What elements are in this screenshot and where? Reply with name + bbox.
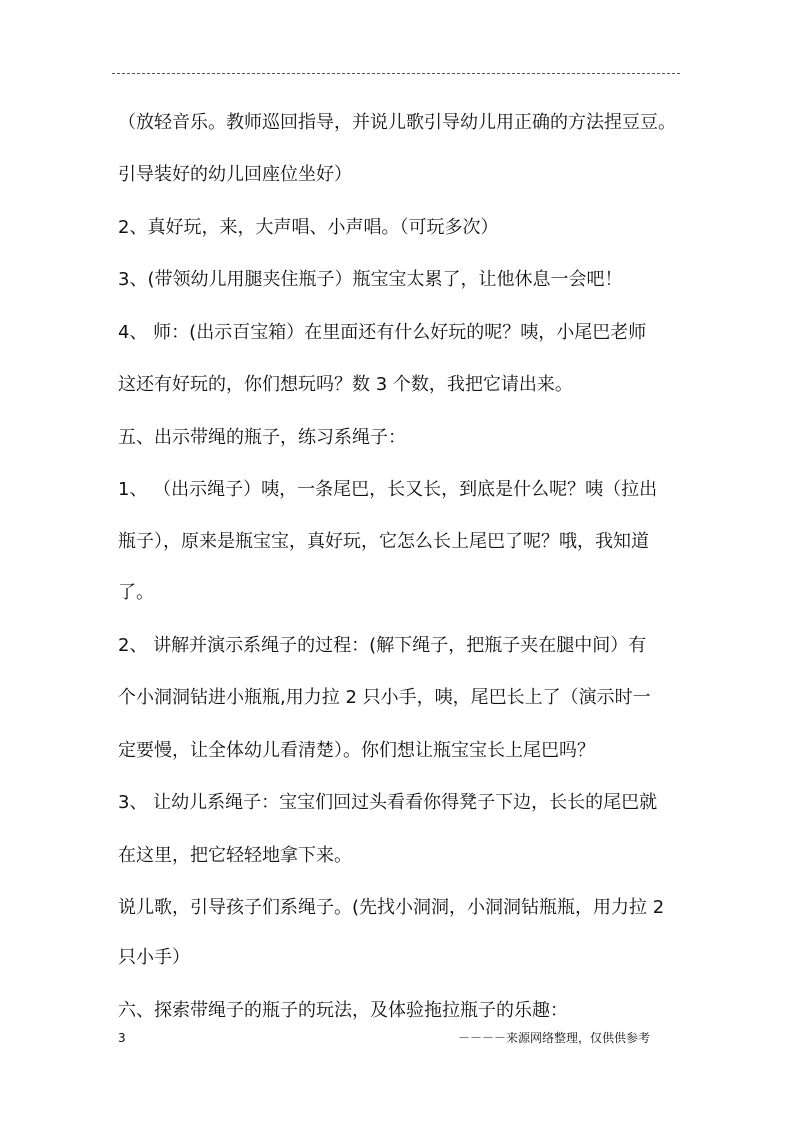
footer-source-note: －－－－来源网络整理，仅供供参考 bbox=[458, 1031, 651, 1045]
header-dashed-rule bbox=[112, 73, 680, 74]
body-text-line: 2、 讲解并演示系绳子的过程：(解下绳子，把瓶子夹在腿中间）有 bbox=[118, 635, 647, 656]
body-text-line: 3、(带领幼儿用腿夹住瓶子）瓶宝宝太累了，让他休息一会吧！ bbox=[118, 269, 623, 290]
body-text-line: 4、 师：(出示百宝箱）在里面还有什么好玩的呢？咦，小尾巴老师 bbox=[118, 322, 647, 343]
body-text-line: 了。 bbox=[118, 582, 154, 603]
section-heading: 六、探索带绳子的瓶子的玩法，及体验拖拉瓶子的乐趣： bbox=[118, 1000, 568, 1021]
body-text-line: 引导装好的幼儿回座位坐好） bbox=[118, 164, 352, 185]
body-text-line: 个小洞洞钻进小瓶瓶,用力拉 2 只小手，咦，尾巴长上了（演示时一 bbox=[118, 687, 651, 708]
page-number: 3 bbox=[118, 1031, 126, 1045]
body-text-line: 在这里，把它轻轻地拿下来。 bbox=[118, 845, 352, 866]
body-text-line: （放轻音乐。教师巡回指导，并说儿歌引导幼儿用正确的方法捏豆豆。 bbox=[118, 112, 676, 133]
body-text-line: 2、真好玩，来，大声唱、小声唱。（可玩多次） bbox=[118, 217, 499, 238]
body-text-line: 说儿歌，引导孩子们系绳子。(先找小洞洞，小洞洞钻瓶瓶，用力拉 2 bbox=[118, 897, 665, 918]
body-text-line: 3、 让幼儿系绳子：宝宝们回过头看看你得凳子下边，长长的尾巴就 bbox=[118, 792, 658, 813]
body-text-line: 定要慢，让全体幼儿看清楚）。你们想让瓶宝宝长上尾巴吗？ bbox=[118, 740, 595, 761]
section-heading: 五、出示带绳的瓶子，练习系绳子： bbox=[118, 427, 406, 448]
body-text-line: 这还有好玩的，你们想玩吗？数 3 个数，我把它请出来。 bbox=[118, 374, 573, 395]
body-text-line: 1、 （出示绳子）咦，一条尾巴，长又长，到底是什么呢？咦（拉出 bbox=[118, 479, 658, 500]
body-text-line: 瓶子），原来是瓶宝宝，真好玩，它怎么长上尾巴了呢？哦，我知道 bbox=[118, 531, 649, 552]
body-text-line: 只小手） bbox=[118, 947, 190, 968]
